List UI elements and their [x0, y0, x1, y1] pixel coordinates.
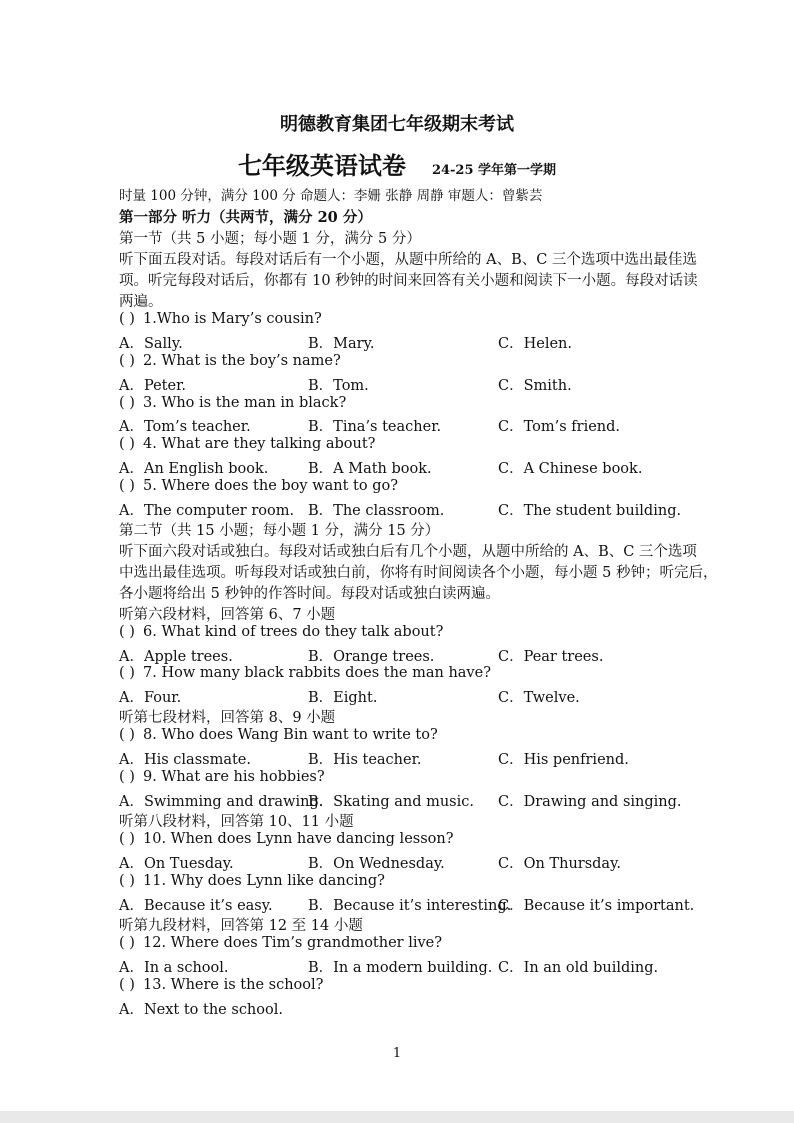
group-9-heading: 听第九段材料，回答第 12 至 14 小题 — [119, 918, 363, 934]
exam-title: 七年级英语试卷 — [237, 151, 406, 180]
section1-heading: 第一节（共 5 小题；每小题 1 分，满分 5 分） — [119, 231, 421, 247]
section1-instruction-line-2: 项。听完每段对话后，你都有 10 秒钟的时间来回答有关小题和阅读下一小题。每段对话读 — [119, 273, 698, 289]
question-7 — [119, 665, 491, 681]
question-3 — [119, 395, 346, 411]
question-4 — [119, 436, 375, 452]
option-a: A．Peter. — [119, 378, 187, 394]
page-bottom-edge — [0, 1111, 794, 1123]
answer-blank[interactable]: ( ) — [119, 769, 135, 785]
option-b: B．His teacher. — [308, 752, 422, 768]
option-b: B．Skating and music. — [308, 794, 474, 810]
question-text: 3. Who is the man in black? — [143, 395, 347, 411]
answer-blank[interactable]: ( ) — [119, 478, 135, 494]
option-b: B．Tina’s teacher. — [308, 419, 442, 435]
question-text: 11. Why does Lynn like dancing? — [143, 873, 385, 889]
question-text: 6. What kind of trees do they talk about? — [143, 624, 444, 640]
question-text: 10. When does Lynn have dancing lesson? — [143, 831, 454, 847]
question-6 — [119, 624, 443, 640]
answer-blank[interactable]: ( ) — [119, 311, 135, 327]
option-a: A．Because it’s easy. — [119, 898, 273, 914]
option-b: B．A Math book. — [308, 461, 432, 477]
question-5 — [119, 478, 398, 494]
answer-blank[interactable]: ( ) — [119, 353, 135, 369]
option-c: C．Smith. — [498, 378, 572, 394]
question-10 — [119, 831, 454, 847]
question-2 — [119, 353, 341, 369]
option-c: C．Because it’s important. — [498, 898, 695, 914]
answer-blank[interactable]: ( ) — [119, 665, 135, 681]
question-11 — [119, 873, 385, 889]
option-c: C．Pear trees. — [498, 649, 604, 665]
question-1 — [119, 311, 322, 327]
option-a: A．Apple trees. — [119, 649, 233, 665]
answer-blank[interactable]: ( ) — [119, 935, 135, 951]
group-7-heading: 听第七段材料，回答第 8、9 小题 — [119, 710, 336, 726]
option-b: B．Mary. — [308, 336, 375, 352]
option-c: C．On Thursday. — [498, 856, 621, 872]
question-text: 7. How many black rabbits does the man have? — [143, 665, 491, 681]
option-b: B．Tom. — [308, 378, 369, 394]
option-b: B．Eight. — [308, 690, 378, 706]
section2-instruction-line-2: 中选出最佳选项。听每段对话或独白前，你将有时间阅读各个小题，每小题 5 秒钟；听完后， — [119, 565, 718, 581]
answer-blank[interactable]: ( ) — [119, 831, 135, 847]
section1-instruction-line-1: 听下面五段对话。每段对话后有一个小题，从题中所给的 A、B、C 三个选项中选出最佳选 — [119, 252, 697, 268]
answer-blank[interactable]: ( ) — [119, 436, 135, 452]
option-a: A．The computer room. — [119, 503, 295, 519]
answer-blank[interactable]: ( ) — [119, 624, 135, 640]
answer-blank[interactable]: ( ) — [119, 977, 135, 993]
answer-blank[interactable]: ( ) — [119, 873, 135, 889]
option-b: B．Orange trees. — [308, 649, 435, 665]
group-6-heading: 听第六段材料，回答第 6、7 小题 — [119, 607, 336, 623]
option-a: A．Sally. — [119, 336, 183, 352]
question-8 — [119, 727, 438, 743]
option-c: C．Twelve. — [498, 690, 580, 706]
option-a: A．In a school. — [119, 960, 229, 976]
section2-instruction-line-3: 各小题将给出 5 秒钟的作答时间。每段对话或独白读两遍。 — [119, 586, 500, 602]
option-b: B．In a modern building. — [308, 960, 493, 976]
section1-instruction-line-3: 两遍。 — [119, 294, 163, 310]
answer-blank[interactable]: ( ) — [119, 395, 135, 411]
option-c: C．The student building. — [498, 503, 682, 519]
school-title: 明德教育集团七年级期末考试 — [280, 114, 514, 135]
option-a: A．Swimming and drawing. — [119, 794, 324, 810]
question-text: 5. Where does the boy want to go? — [143, 478, 398, 494]
option-a: A．Four. — [119, 690, 182, 706]
page-number: 1 — [392, 1046, 402, 1061]
question-13 — [119, 977, 323, 993]
question-text: 12. Where does Tim’s grandmother live? — [143, 935, 443, 951]
part1-heading: 第一部分 听力（共两节，满分 20 分） — [119, 209, 372, 226]
option-c: C．Drawing and singing. — [498, 794, 682, 810]
question-text: 2. What is the boy’s name? — [143, 353, 341, 369]
section2-instruction-line-1: 听下面六段对话或独白。每段对话或独白后有几个小题，从题中所给的 A、B、C 三个选项 — [119, 544, 697, 560]
option-c: C．Tom’s friend. — [498, 419, 621, 435]
section2-heading: 第二节（共 15 小题；每小题 1 分，满分 15 分） — [119, 523, 440, 539]
option-b: B．On Wednesday. — [308, 856, 445, 872]
option-a: A．An English book. — [119, 461, 269, 477]
question-text: 8. Who does Wang Bin want to write to? — [143, 727, 438, 743]
option-a: A．On Tuesday. — [119, 856, 234, 872]
option-c: C．In an old building. — [498, 960, 659, 976]
term-label: 24-25 学年第一学期 — [431, 163, 557, 178]
question-text: 13. Where is the school? — [143, 977, 324, 993]
option-c: C．Helen. — [498, 336, 572, 352]
title-row — [0, 146, 794, 181]
question-text: 1.Who is Mary’s cousin? — [143, 311, 322, 327]
option-a: A．Next to the school. — [119, 1002, 283, 1018]
option-c: C．A Chinese book. — [498, 461, 643, 477]
exam-info: 时量 100 分钟，满分 100 分 命题人：李姗 张静 周静 审题人：曾紫芸 — [119, 188, 543, 204]
question-9 — [119, 769, 325, 785]
option-a: A．Tom’s teacher. — [119, 419, 251, 435]
option-b: B．Because it’s interesting. — [308, 898, 512, 914]
question-text: 9. What are his hobbies? — [143, 769, 325, 785]
question-text: 4. What are they talking about? — [143, 436, 376, 452]
answer-blank[interactable]: ( ) — [119, 727, 135, 743]
question-12 — [119, 935, 442, 951]
option-c: C．His penfriend. — [498, 752, 629, 768]
option-a: A．His classmate. — [119, 752, 252, 768]
group-8-heading: 听第八段材料，回答第 10、11 小题 — [119, 814, 354, 830]
option-b: B．The classroom. — [308, 503, 445, 519]
